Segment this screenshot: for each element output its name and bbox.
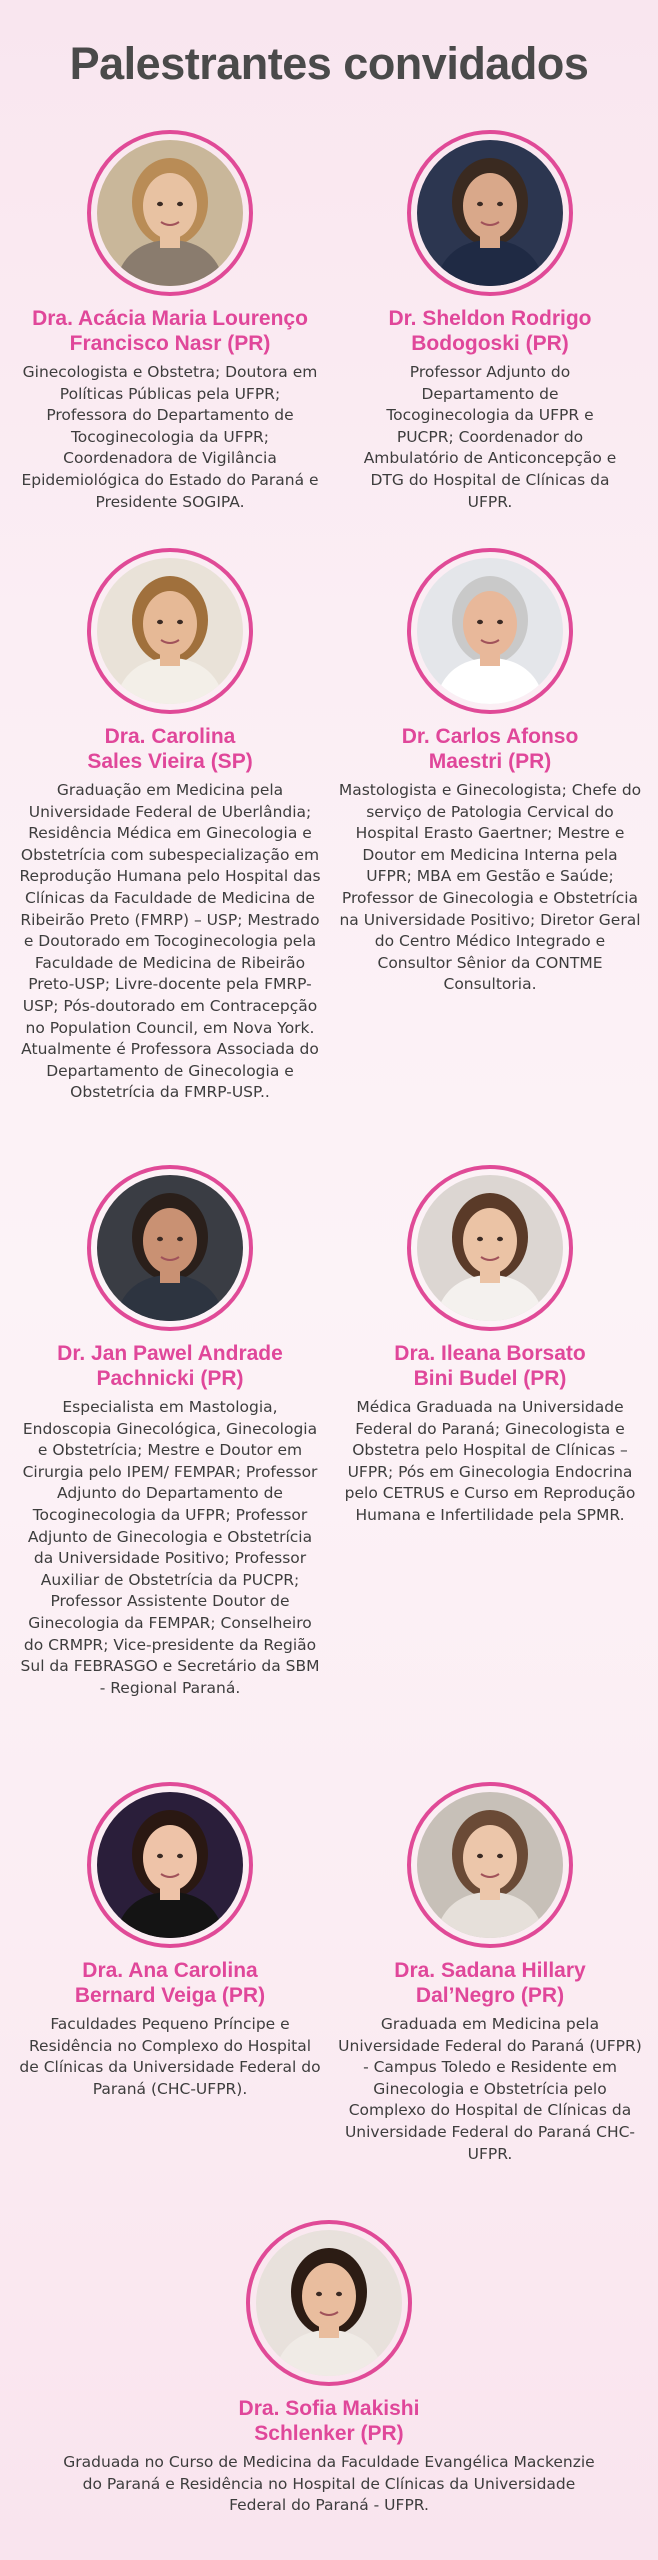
speaker-name: [10, 724, 330, 774]
speaker-photo: [87, 1782, 253, 1948]
page-title: Palestrantes convidados: [69, 38, 589, 89]
speaker-name-line: Dra. Sofia Makishi: [238, 2397, 420, 2420]
speaker-name-line: Sales Vieira (SP): [87, 750, 253, 773]
portrait-image: [256, 2230, 402, 2376]
speaker-name-line: Francisco Nasr (PR): [69, 332, 271, 355]
speaker-photo: [407, 1782, 573, 1948]
speaker-name-line: Dal’Negro (PR): [415, 1984, 565, 2007]
speaker-name-line: Maestri (PR): [428, 750, 552, 773]
speaker-bio: Faculdades Pequeno Príncipe e Residência no Complexo do Hospital de Clínicas da Universidade Federal do Paraná (CHC-UFPR).: [19, 2015, 321, 2098]
speaker-name-line: Dra. Sadana Hillary: [394, 1959, 586, 1982]
speaker-photo: [407, 548, 573, 714]
speaker-card: [60, 2220, 598, 2517]
portrait-image: [417, 1175, 563, 1321]
speaker-card: [330, 1165, 650, 1527]
speaker-bio: Especialista em Mastologia, Endoscopia Ginecológica, Ginecologia e Obstetrícia; Mestre e Doutor em Cirurgia pelo IPEM/ FEMPAR; Professor Adjunto do Departamento de Tocoginecologia da UFPR; Professor Adjunto de Ginecologia e Obstetrícia da Universidade Positivo; Professor Auxiliar de Obstetrícia da PUCPR; Professor Assistente Doutor de Ginecologia da FEMPAR; Conselheiro do CRMPR; Vice-presidente da Região Sul da FEBRASGO e Secretário da SBM - Regional Paraná.: [20, 1398, 320, 1697]
speaker-name: [10, 1958, 330, 2008]
speaker-card: [10, 548, 330, 1104]
speaker-card: [330, 548, 650, 996]
speaker-name-line: Dr. Jan Pawel Andrade: [57, 1342, 283, 1365]
speaker-name: [330, 724, 650, 774]
speaker-photo: [87, 548, 253, 714]
speaker-bio: Graduada em Medicina pela Universidade Federal do Paraná (UFPR) - Campus Toledo e Residente em Ginecologia e Obstetrícia pelo Complexo do Hospital de Clínicas da Universidade Federal do Paraná CHC-UFPR.: [338, 2015, 642, 2163]
speaker-name: [10, 306, 330, 356]
speaker-name-line: Dra. Ileana Borsato: [394, 1342, 586, 1365]
speaker-photo: [87, 130, 253, 296]
speaker-photo: [407, 1165, 573, 1331]
speaker-card: [10, 130, 330, 513]
speaker-name-line: Dr. Sheldon Rodrigo: [388, 307, 592, 330]
speaker-name: [60, 2396, 598, 2446]
speaker-name: [330, 1958, 650, 2008]
speaker-bio: Graduação em Medicina pela Universidade Federal de Uberlândia; Residência Médica em Ginecologia e Obstetrícia com subespecialização em Reprodução Humana pelo Hospital das Clínicas da Faculdade de Medicina de Ribeirão Preto (FMRP) – USP; Mestrado e Doutorado em Tocoginecologia pela Faculdade de Medicina de Ribeirão Preto-USP; Livre-docente pela FMRP-USP; Pós-doutorado em Contracepção no Population Council, em Nova York. Atualmente é Professora Associada do Departamento de Ginecologia e Obstetrícia da FMRP-USP..: [19, 781, 321, 1102]
speaker-bio: Médica Graduada na Universidade Federal do Paraná; Ginecologista e Obstetra pelo Hospital de Clínicas – UFPR; Pós em Ginecologia Endocrina pelo CETRUS e Curso em Reprodução Humana e Infertilidade pela SPMR.: [344, 1398, 636, 1524]
portrait-image: [417, 140, 563, 286]
speaker-bio: Professor Adjunto do Departamento de Tocoginecologia da UFPR e PUCPR; Coordenador do Ambulatório de Anticoncepção e DTG do Hospital de Clínicas da UFPR.: [363, 363, 617, 511]
speaker-card: [10, 1782, 330, 2100]
speaker-photo: [87, 1165, 253, 1331]
speaker-bio: Mastologista e Ginecologista; Chefe do serviço de Patologia Cervical do Hospital Erasto Gaertner; Mestre e Doutor em Medicina Interna pela UFPR; MBA em Gestão e Saúde; Professor de Ginecologia e Obstetrícia na Universidade Positivo; Diretor Geral do Centro Médico Integrado e Consultor Sênior da CONTME Consultoria.: [338, 781, 642, 994]
speaker-name-line: Pachnicki (PR): [96, 1367, 244, 1390]
speaker-photo: [246, 2220, 412, 2386]
speaker-name-line: Dra. Ana Carolina: [82, 1959, 258, 1982]
speaker-name: [330, 1341, 650, 1391]
speaker-name: [10, 1341, 330, 1391]
portrait-image: [97, 1175, 243, 1321]
speaker-card: [10, 1165, 330, 1699]
speaker-name-line: Schlenker (PR): [254, 2422, 404, 2445]
speaker-photo: [407, 130, 573, 296]
speaker-card: [330, 130, 650, 513]
speaker-name-line: Bernard Veiga (PR): [74, 1984, 266, 2007]
speaker-name-line: Dra. Acácia Maria Lourenço: [32, 307, 308, 330]
speaker-name-line: Dra. Carolina: [104, 725, 236, 748]
portrait-image: [97, 140, 243, 286]
portrait-image: [97, 558, 243, 704]
speaker-name: [330, 306, 650, 356]
speaker-name-line: Bodogoski (PR): [411, 332, 569, 355]
speaker-name-line: Bini Budel (PR): [413, 1367, 567, 1390]
speaker-bio: Ginecologista e Obstetra; Doutora em Políticas Públicas pela UFPR; Professora do Departamento de Tocoginecologia da UFPR; Coordenadora de Vigilância Epidemiológica do Estado do Paraná e Presidente SOGIPA.: [21, 363, 319, 511]
portrait-image: [417, 1792, 563, 1938]
speaker-name-line: Dr. Carlos Afonso: [401, 725, 579, 748]
speaker-card: [330, 1782, 650, 2165]
speaker-bio: Graduada no Curso de Medicina da Faculdade Evangélica Mackenzie do Paraná e Residência no Hospital de Clínicas da Universidade Federal do Paraná - UFPR.: [63, 2453, 595, 2515]
portrait-image: [417, 558, 563, 704]
portrait-image: [97, 1792, 243, 1938]
